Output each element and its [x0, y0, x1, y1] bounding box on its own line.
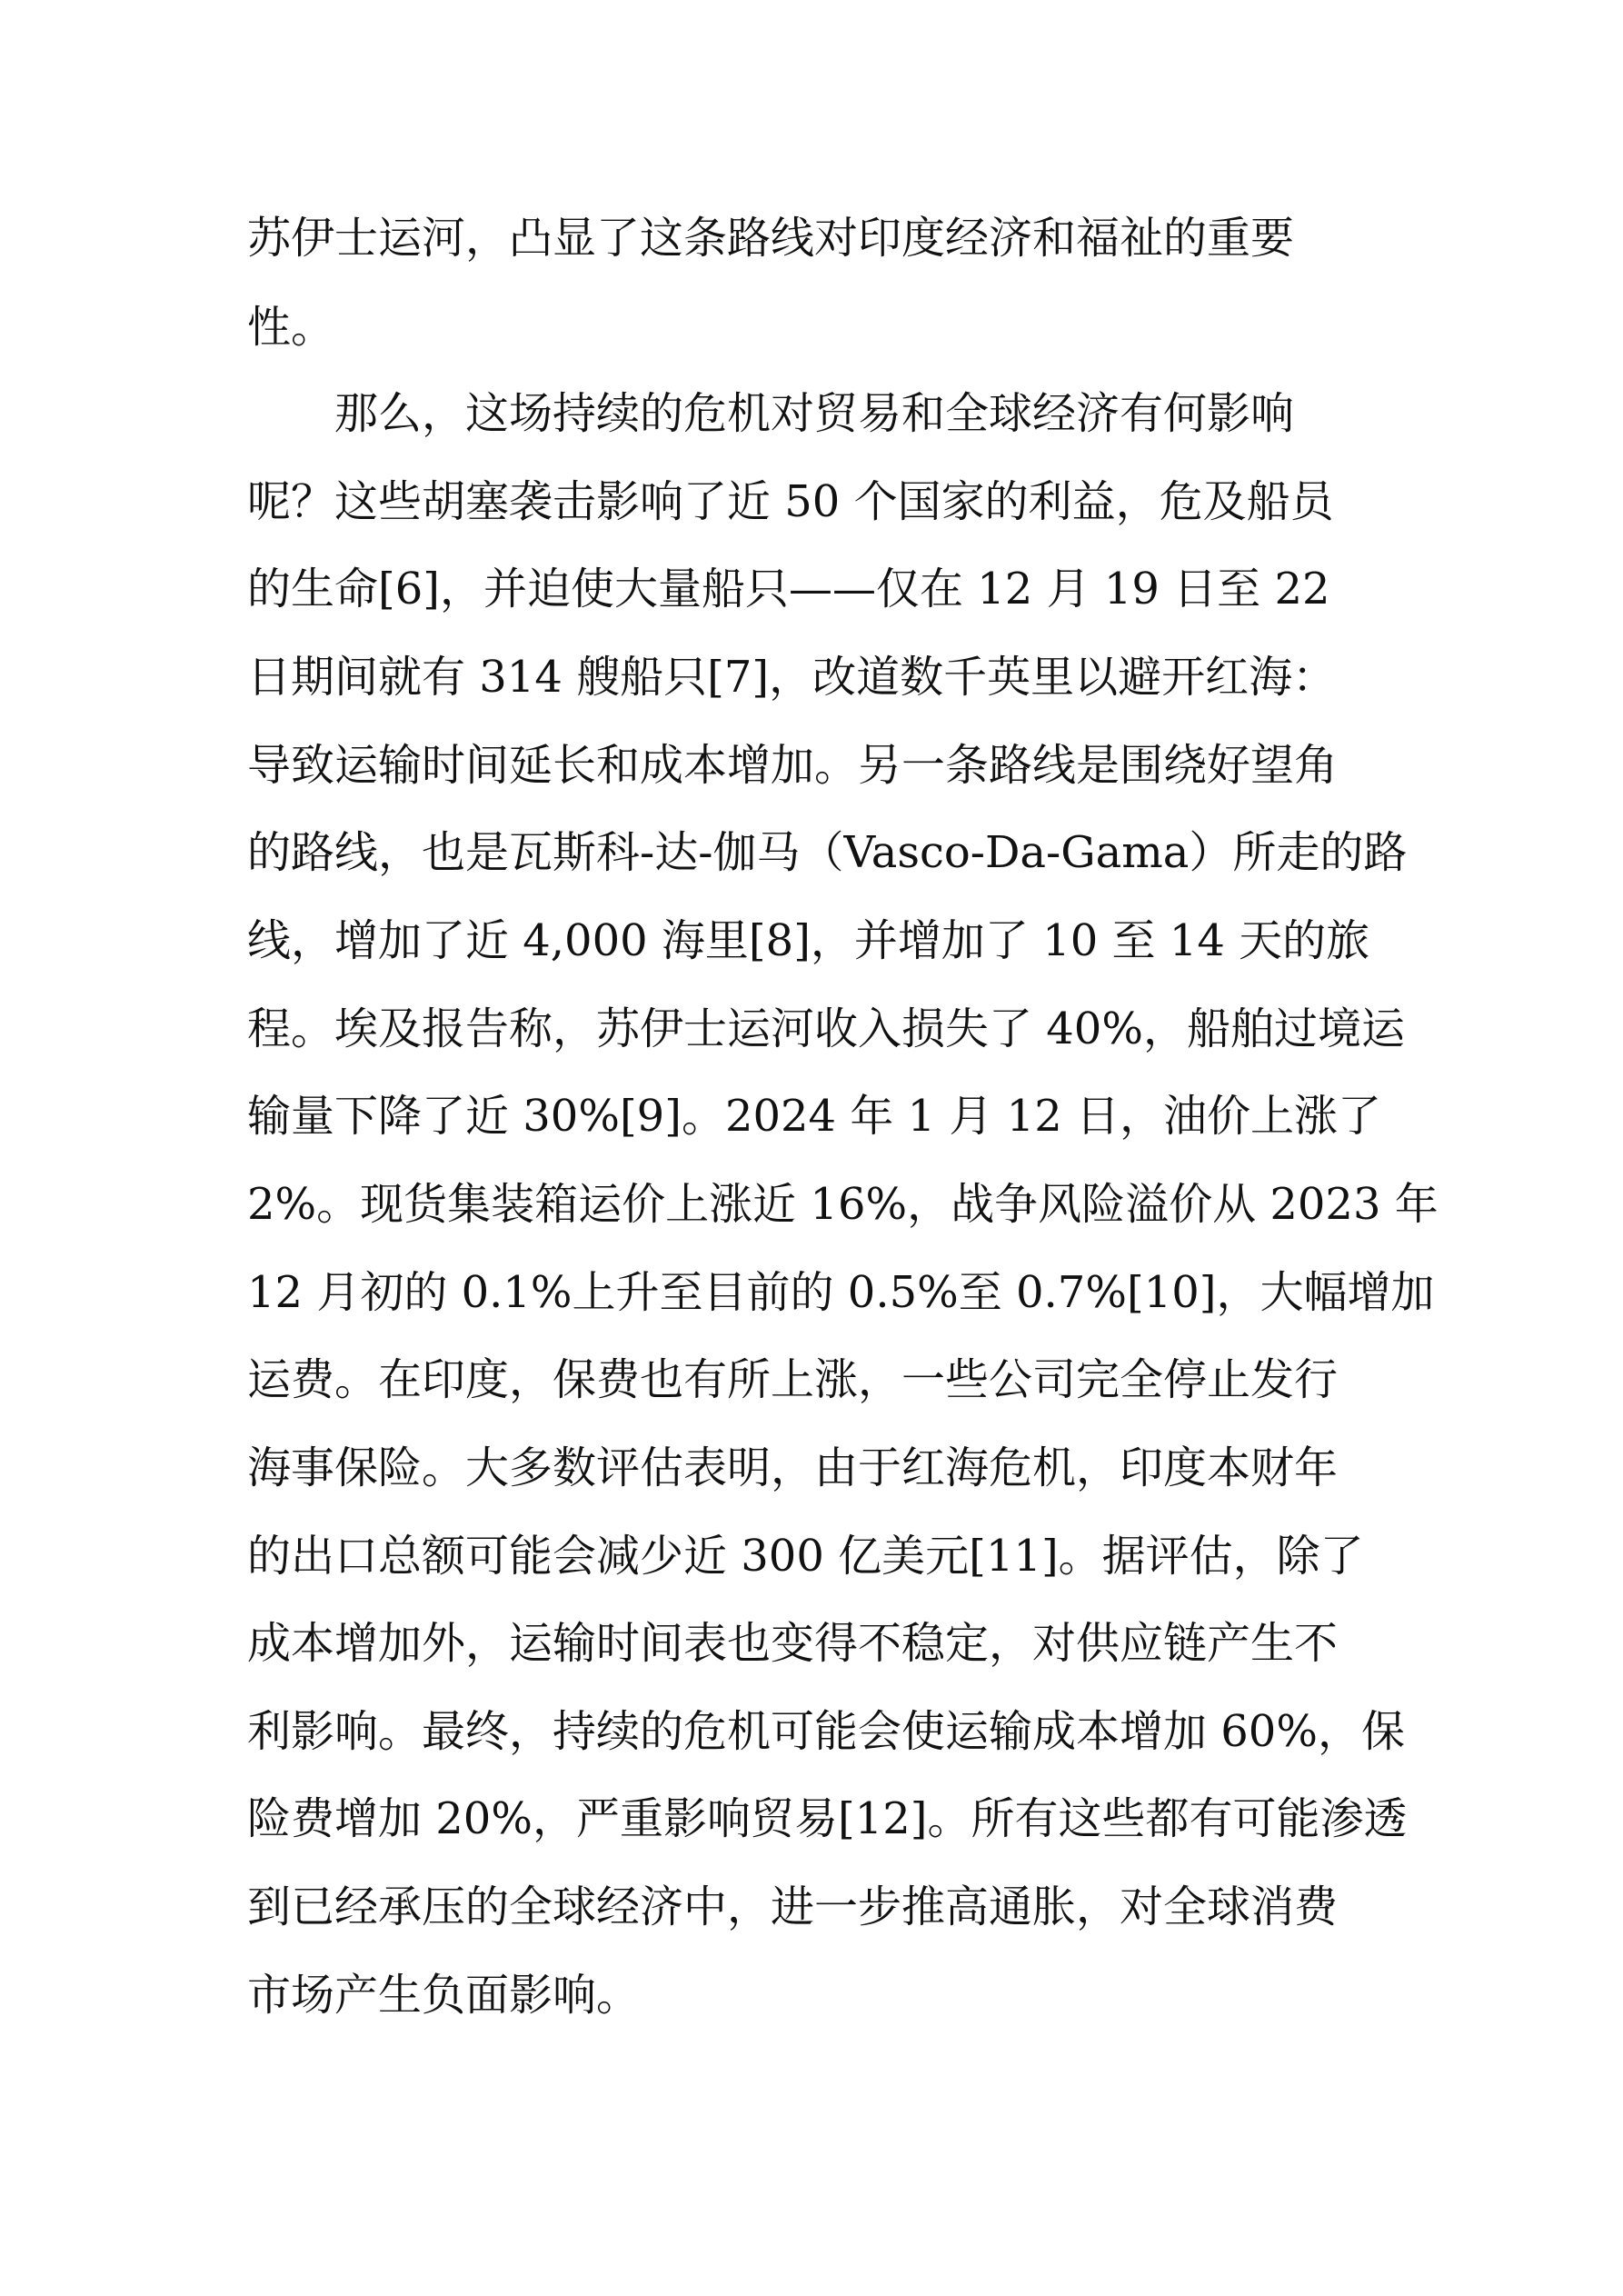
- text-line: 12 月初的 0.1%上升至目前的 0.5%至 0.7%[10]，大幅增加: [247, 1267, 1435, 1318]
- text-line: 苏伊士运河，凸显了这条路线对印度经济和福祉的重要: [247, 213, 1295, 264]
- text-line: 线，增加了近 4,000 海里[8]，并增加了 10 至 14 天的旅: [247, 915, 1370, 966]
- text-line: 性。: [247, 302, 335, 353]
- text-line: 运费。在印度，保费也有所上涨，一些公司完全停止发行: [247, 1354, 1339, 1405]
- text-line: 到已经承压的全球经济中，进一步推高通胀，对全球消费: [247, 1882, 1339, 1932]
- text-line: 2%。现货集装箱运价上涨近 16%，战争风险溢价从 2023 年: [247, 1179, 1439, 1230]
- text-line: 海事保险。大多数评估表明，由于红海危机，印度本财年: [247, 1442, 1339, 1493]
- text-line: 导致运输时间延长和成本增加。另一条路线是围绕好望角: [247, 740, 1339, 791]
- text-line: 险费增加 20%，严重影响贸易[12]。所有这些都有可能渗透: [247, 1793, 1408, 1844]
- text-line: 的路线，也是瓦斯科-达-伽马（Vasco-Da-Gama）所走的路: [247, 827, 1408, 878]
- text-line: 程。埃及报告称，苏伊士运河收入损失了 40%，船舶过境运: [247, 1003, 1405, 1054]
- text-line: 日期间就有 314 艘船只[7]，改道数千英里以避开红海：: [247, 652, 1337, 703]
- text-line: 呢？这些胡塞袭击影响了近 50 个国家的利益，危及船员: [247, 476, 1334, 527]
- text-line: 利影响。最终，持续的危机可能会使运输成本增加 60%，保: [247, 1706, 1405, 1757]
- text-line: 的生命[6]，并迫使大量船只——仅在 12 月 19 日至 22: [247, 564, 1330, 614]
- text-line: 输量下降了近 30%[9]。2024 年 1 月 12 日，油价上涨了: [247, 1091, 1382, 1142]
- text-line: 市场产生负面影响。: [247, 1970, 641, 2021]
- text-line: 的出口总额可能会减少近 300 亿美元[11]。据评估，除了: [247, 1531, 1364, 1582]
- text-line: 成本增加外，运输时间表也变得不稳定，对供应链产生不: [247, 1618, 1339, 1669]
- paragraph-first-line: 那么，这场持续的危机对贸易和全球经济有何影响: [334, 388, 1295, 439]
